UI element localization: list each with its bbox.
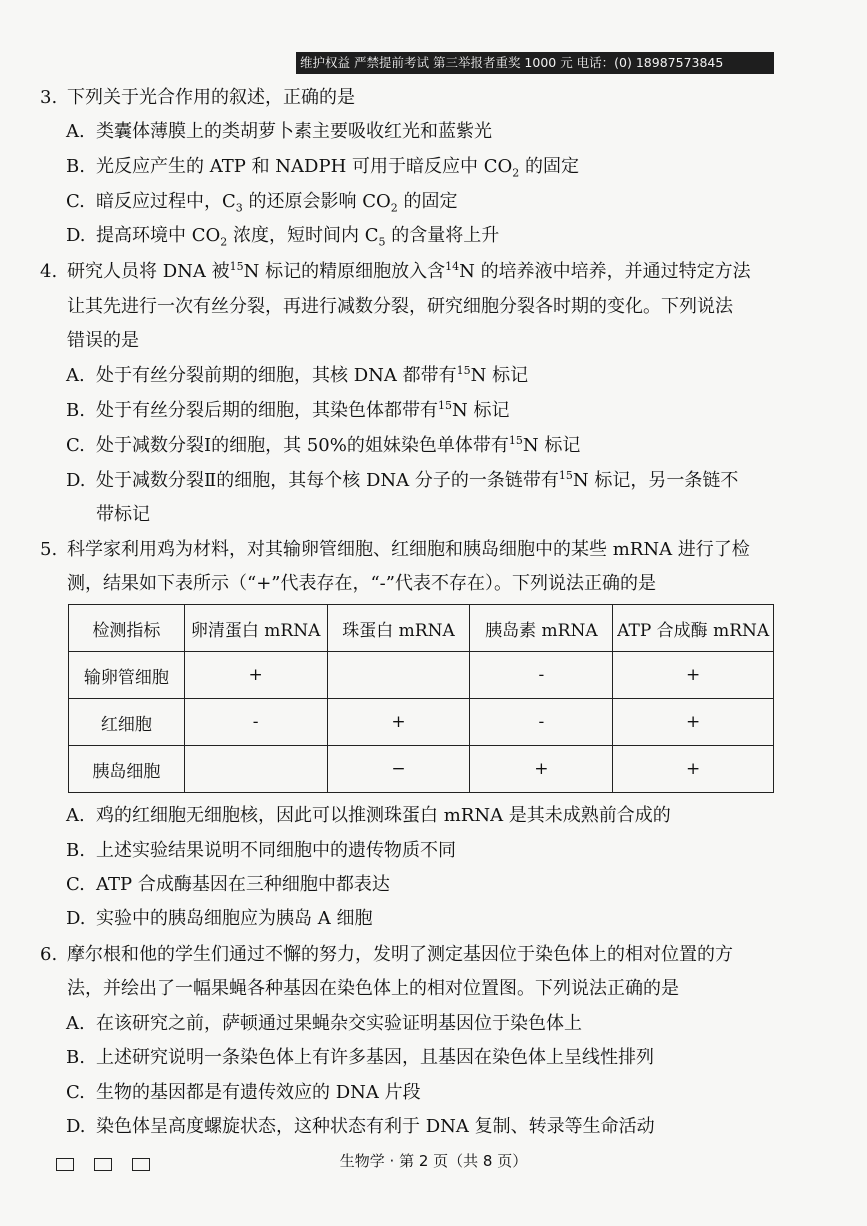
table-row bbox=[69, 652, 774, 699]
table-cell: - bbox=[184, 699, 327, 746]
table-cell: 输卵管细胞 bbox=[69, 652, 185, 699]
q5-option-d-label: D. bbox=[66, 908, 86, 929]
table-cell: 胰岛细胞 bbox=[69, 746, 185, 793]
q4-option-d-label: D. bbox=[66, 470, 86, 491]
q6-option-b: 上述研究说明一条染色体上有许多基因，且基因在染色体上呈线性排列 bbox=[96, 1047, 654, 1068]
q6-option-a-label: A. bbox=[66, 1013, 85, 1034]
q5-option-c-label: C. bbox=[66, 874, 85, 895]
q6-number: 6. bbox=[40, 944, 58, 965]
q6-stem-line2: 法，并绘出了一幅果蝇各种基因在染色体上的相对位置图。下列说法正确的是 bbox=[67, 978, 679, 999]
table-row bbox=[69, 699, 774, 746]
q4-option-b: 处于有丝分裂后期的细胞，其染色体都带有$^{15}$N 标记 bbox=[96, 399, 510, 421]
q3-option-b: 光反应产生的 ATP 和 NADPH 可用于暗反应中 $CO_2$ 的固定 bbox=[96, 156, 579, 180]
table-cell: − bbox=[327, 746, 470, 793]
q5-option-b-label: B. bbox=[66, 840, 85, 861]
q4-stem-line1: 研究人员将 DNA 被$^{15}$N 标记的精原细胞放入含$^{14}$N 的培养液中培养，并通过特定方法 bbox=[67, 260, 751, 282]
table-cell: - bbox=[470, 652, 613, 699]
table-cell: + bbox=[327, 699, 470, 746]
q4-number: 4. bbox=[40, 261, 58, 282]
mrna-detection-table bbox=[68, 604, 774, 793]
q5-option-d: 实验中的胰岛细胞应为胰岛 A 细胞 bbox=[96, 908, 373, 929]
table-cell: 红细胞 bbox=[69, 699, 185, 746]
q6-stem-line1: 摩尔根和他的学生们通过不懈的努力，发明了测定基因位于染色体上的相对位置的方 bbox=[67, 944, 733, 965]
table-cell: + bbox=[470, 746, 613, 793]
table-row bbox=[69, 746, 774, 793]
q4-stem-line2: 让其先进行一次有丝分裂，再进行减数分裂，研究细胞分裂各时期的变化。下列说法 bbox=[67, 296, 733, 317]
table-cell bbox=[327, 652, 470, 699]
q4-option-c-label: C. bbox=[66, 435, 85, 456]
exam-warning-banner: 维护权益 严禁提前考试 第三举报者重奖 1000 元 电话：(0) 18987573845 bbox=[296, 52, 774, 74]
q5-option-a: 鸡的红细胞无细胞核，因此可以推测珠蛋白 mRNA 是其未成熟前合成的 bbox=[96, 805, 671, 826]
table-cell: + bbox=[613, 746, 774, 793]
q5-option-a-label: A. bbox=[66, 805, 85, 826]
table-header-row bbox=[69, 605, 774, 652]
table-header-cell: 卵清蛋白 mRNA bbox=[184, 605, 327, 652]
q5-stem-line1: 科学家利用鸡为材料，对其输卵管细胞、红细胞和胰岛细胞中的某些 mRNA 进行了检 bbox=[67, 539, 750, 560]
q3-option-c: 暗反应过程中，$C_3$ 的还原会影响 $CO_2$ 的固定 bbox=[96, 191, 458, 215]
table-header-cell: ATP 合成酶 mRNA bbox=[613, 605, 774, 652]
q4-option-d-continued: 带标记 bbox=[96, 504, 150, 525]
q3-option-d: 提高环境中 $CO_2$ 浓度，短时间内 $C_5$ 的含量将上升 bbox=[96, 225, 500, 249]
q4-stem-line3: 错误的是 bbox=[67, 330, 139, 351]
q6-option-c: 生物的基因都是有遗传效应的 DNA 片段 bbox=[96, 1082, 421, 1103]
table-cell bbox=[184, 746, 327, 793]
q5-stem-line2: 测，结果如下表所示（“+”代表存在，“-”代表不存在）。下列说法正确的是 bbox=[67, 573, 656, 594]
q6-option-d: 染色体呈高度螺旋状态，这种状态有利于 DNA 复制、转录等生命活动 bbox=[96, 1116, 655, 1137]
q3-option-b-label: B. bbox=[66, 156, 85, 177]
q5-option-c: ATP 合成酶基因在三种细胞中都表达 bbox=[96, 874, 390, 895]
q6-option-a: 在该研究之前，萨顿通过果蝇杂交实验证明基因位于染色体上 bbox=[96, 1013, 582, 1034]
q5-number: 5. bbox=[40, 539, 58, 560]
q6-option-b-label: B. bbox=[66, 1047, 85, 1068]
q3-option-c-label: C. bbox=[66, 191, 85, 212]
table-cell: + bbox=[184, 652, 327, 699]
q4-option-d: 处于减数分裂Ⅱ的细胞，其每个核 DNA 分子的一条链带有$^{15}$N 标记，另一条链不 bbox=[96, 469, 739, 491]
table-cell: + bbox=[613, 699, 774, 746]
q3-option-a-label: A. bbox=[66, 121, 85, 142]
table-cell: - bbox=[470, 699, 613, 746]
q4-option-a-label: A. bbox=[66, 365, 85, 386]
q3-option-a: 类囊体薄膜上的类胡萝卜素主要吸收红光和蓝紫光 bbox=[96, 121, 492, 142]
q6-option-d-label: D. bbox=[66, 1116, 86, 1137]
q5-option-b: 上述实验结果说明不同细胞中的遗传物质不同 bbox=[96, 840, 456, 861]
q4-option-b-label: B. bbox=[66, 400, 85, 421]
q3-number: 3. bbox=[40, 87, 58, 108]
q4-option-c: 处于减数分裂Ⅰ的细胞，其 50%的姐妹染色单体带有$^{15}$N 标记 bbox=[96, 434, 581, 456]
page-footer: 生物学 · 第 2 页（共 8 页） bbox=[339, 1152, 528, 1170]
q3-option-d-label: D. bbox=[66, 225, 86, 246]
table-header-cell: 珠蛋白 mRNA bbox=[327, 605, 470, 652]
table-header-cell: 检测指标 bbox=[69, 605, 185, 652]
q6-option-c-label: C. bbox=[66, 1082, 85, 1103]
q4-option-a: 处于有丝分裂前期的细胞，其核 DNA 都带有$^{15}$N 标记 bbox=[96, 364, 529, 386]
table-header-cell: 胰岛素 mRNA bbox=[470, 605, 613, 652]
q3-stem: 下列关于光合作用的叙述，正确的是 bbox=[67, 87, 355, 108]
table-cell: + bbox=[613, 652, 774, 699]
